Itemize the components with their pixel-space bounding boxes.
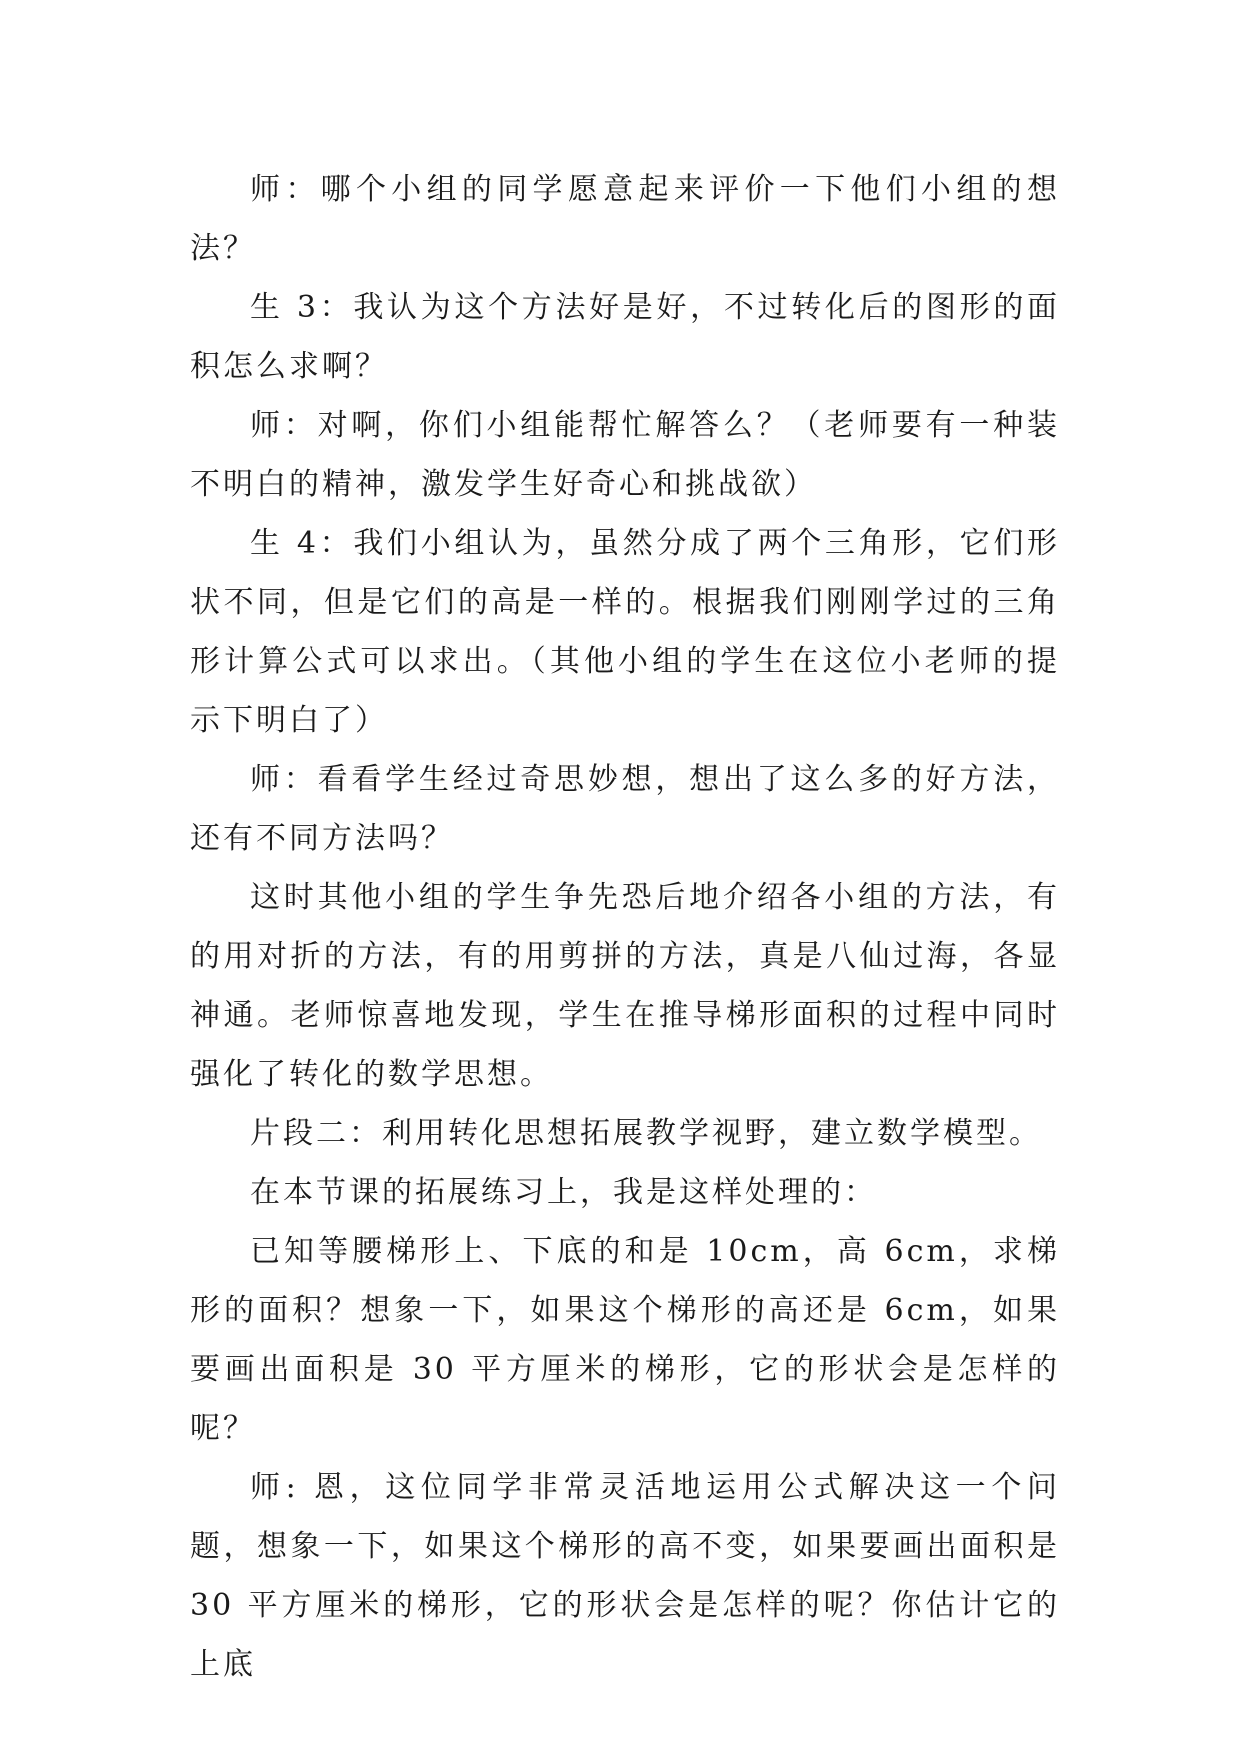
paragraph-teacher-more-methods: 师：看看学生经过奇思妙想，想出了这么多的好方法，还有不同方法吗？ [190, 762, 1060, 856]
paragraph-extension-intro: 在本节课的拓展练习上，我是这样处理的： [250, 1175, 877, 1210]
paragraph-group-methods: 这时其他小组的学生争先恐后地介绍各小组的方法，有的用对折的方法，有的用剪拼的方法，真是八仙过海，各显神通。老师惊喜地发现，学生在推导梯形面积的过程中同时强化了转化的数学思想。 [190, 880, 1060, 1092]
paragraph-teacher-follow-up: 师: 恩，这位同学非常灵活地运用公式解决这一个问题，想象一下，如果这个梯形的高不变，如果要画出面积是 30 平方厘米的梯形，它的形状会是怎样的呢？你估计它的上底 [190, 1470, 1060, 1682]
paragraph-trapezoid-problem: 已知等腰梯形上、下底的和是 10cm，高 6cm，求梯形的面积？想象一下，如果这个梯形的高还是 6cm，如果要画出面积是 30 平方厘米的梯形，它的形状会是怎样的呢？ [190, 1234, 1060, 1446]
paragraph-teacher-reply: 师：对啊，你们小组能帮忙解答么？（老师要有一种装不明白的精神，激发学生好奇心和挑战欲） [190, 408, 1060, 502]
paragraph-student-4: 生 4：我们小组认为，虽然分成了两个三角形，它们形状不同，但是它们的高是一样的。根据我们刚刚学过的三角形计算公式可以求出。（其他小组的学生在这位小老师的提示下明白了） [190, 526, 1060, 738]
paragraph-teacher-question: 师：哪个小组的同学愿意起来评价一下他们小组的想法？ [190, 172, 1060, 266]
paragraph-section-two-heading: 片段二：利用转化思想拓展教学视野，建立数学模型。 [250, 1116, 1042, 1151]
paragraph-student-3: 生 3：我认为这个方法好是好，不过转化后的图形的面积怎么求啊？ [190, 290, 1060, 384]
document-body [190, 160, 1060, 1694]
